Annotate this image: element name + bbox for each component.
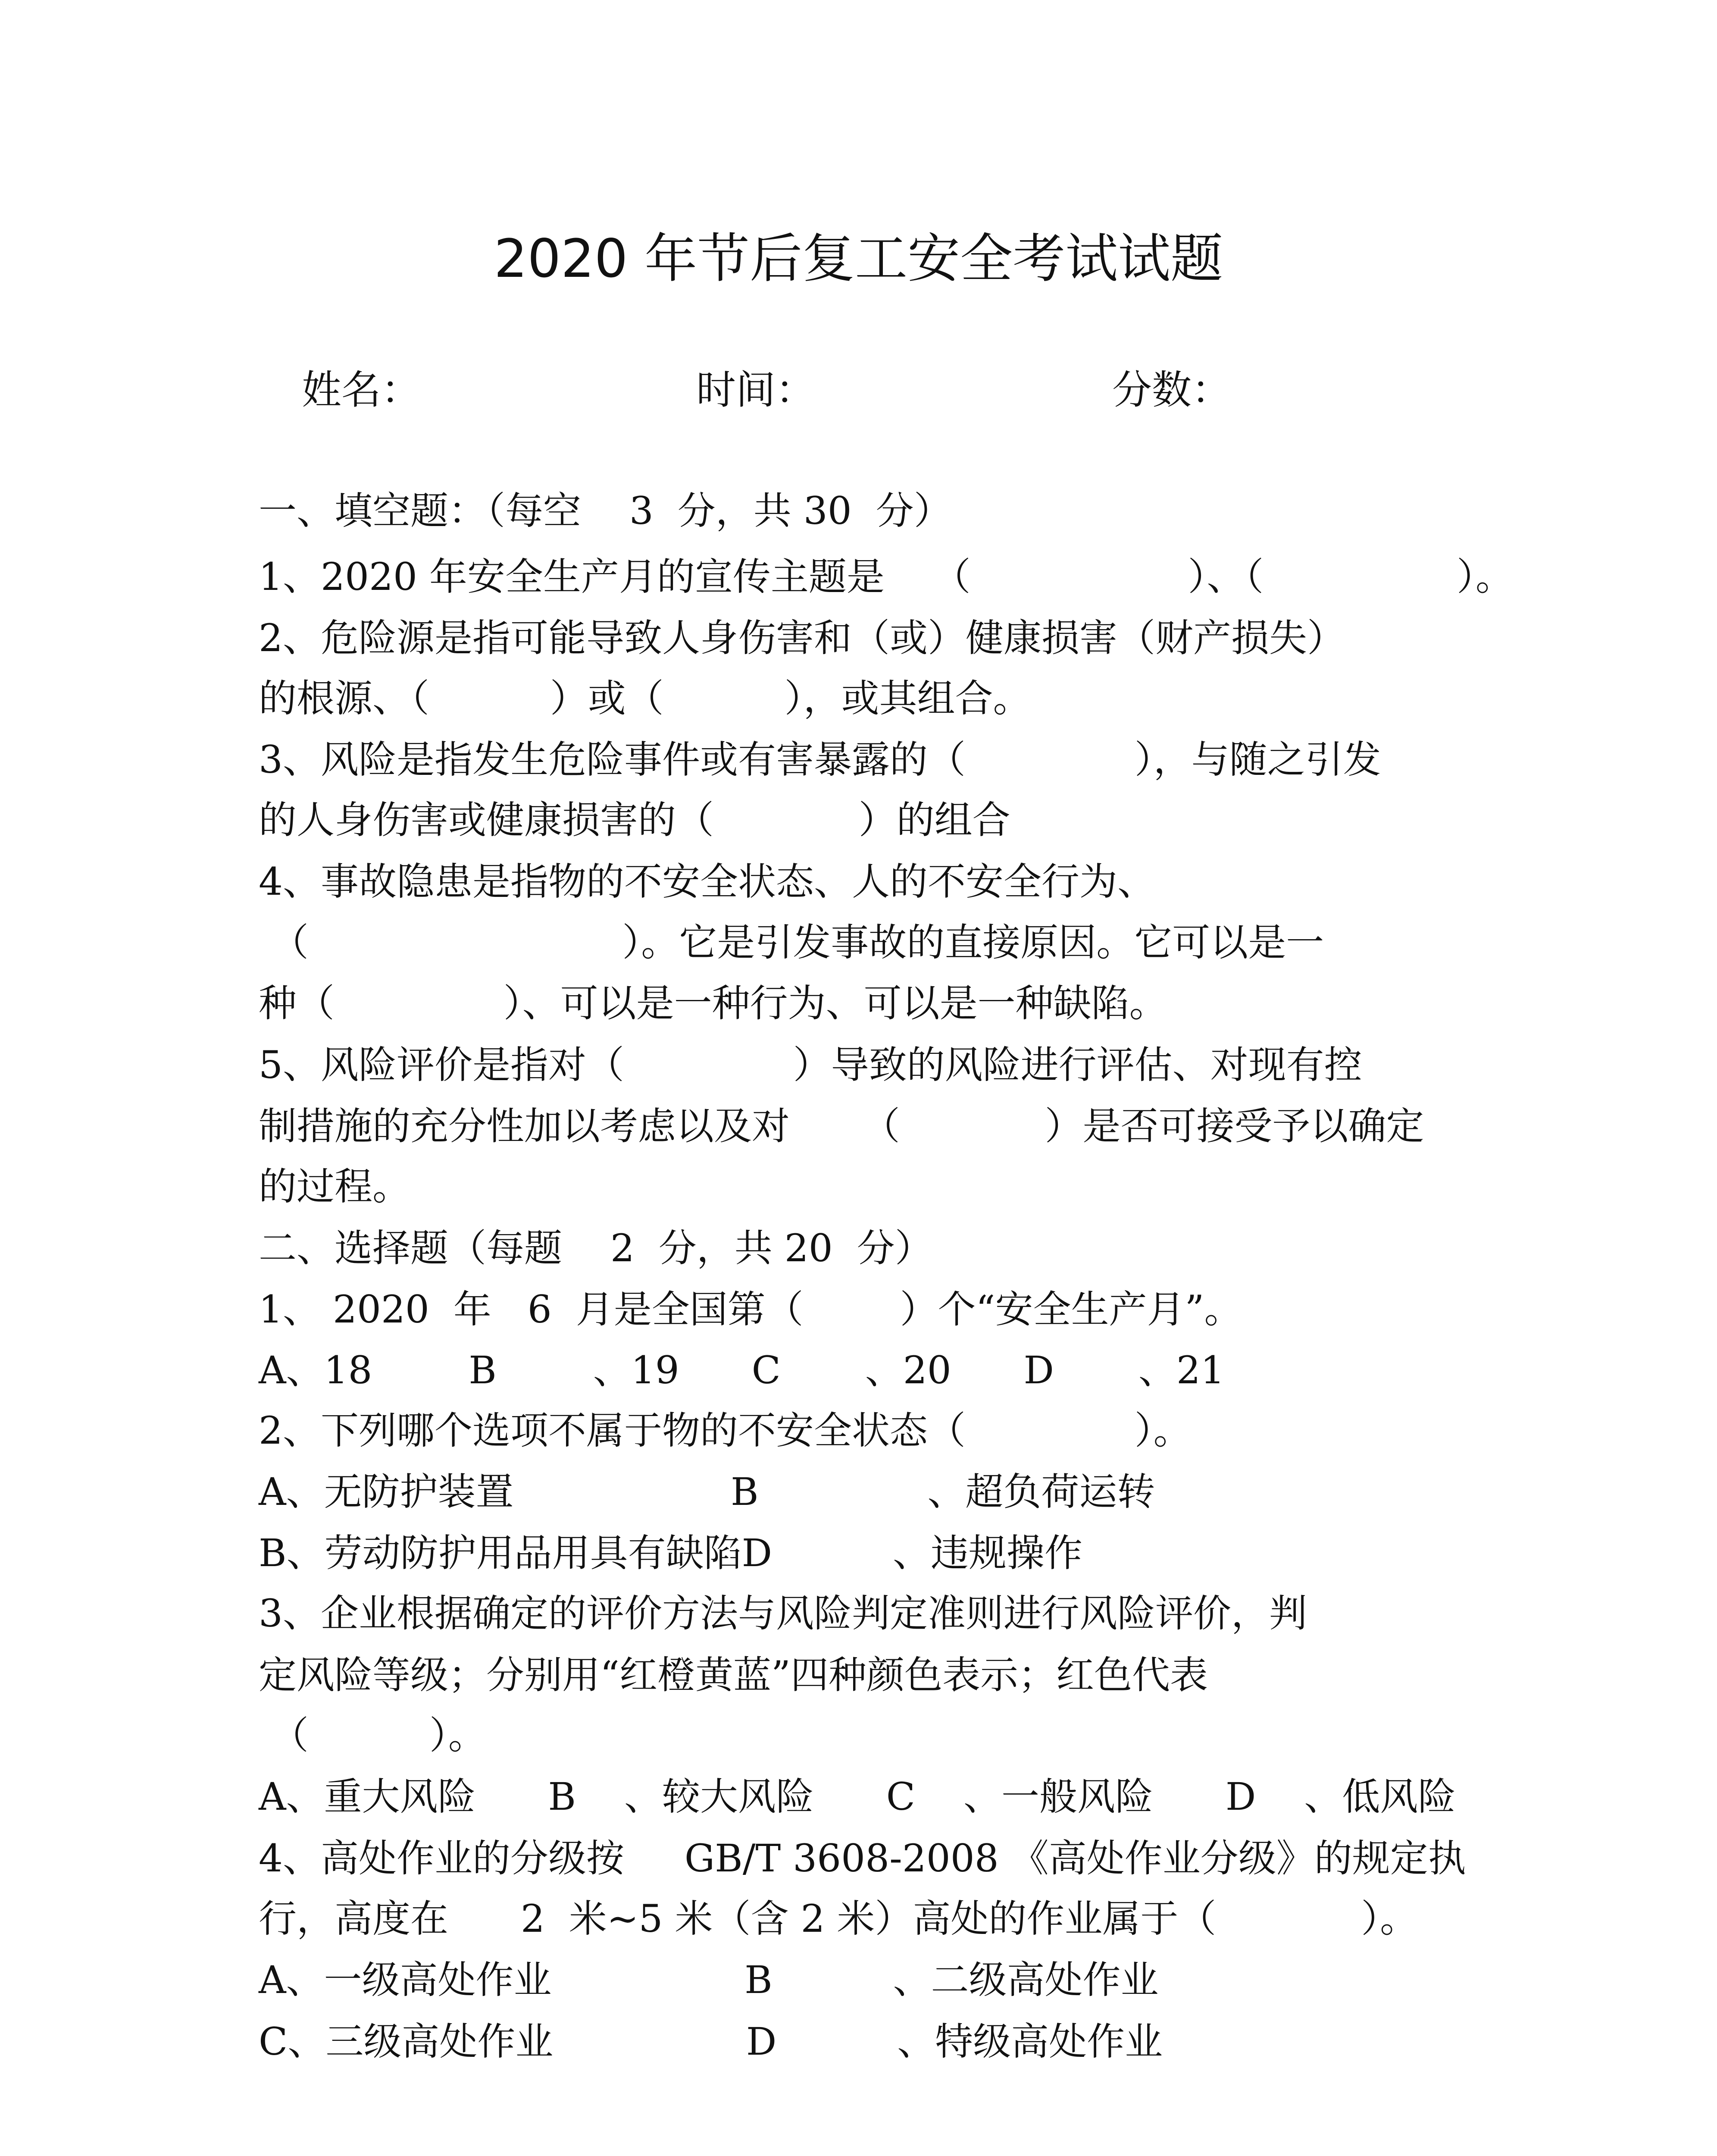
fill-question-2-line-1: 2、危险源是指可能导致人身伤害和（或）健康损害（财产损失） [259,616,1345,660]
choice-question-3-line-3: （ ）。 [259,1713,486,1758]
fill-question-5-line-2: 制措施的充分性加以考虑以及对 （ ）是否可接受予以确定 [259,1104,1424,1148]
score-label: 分数： [1112,367,1232,413]
choice-question-1-options: A、18 B 、19 C 、20 D 、21 [259,1348,1225,1392]
choice-question-4-options-c: C、三级高处作业 D 、特级高处作业 [259,2019,1163,2064]
fill-question-5-line-3: 的过程。 [259,1164,411,1209]
section-fill-blank-heading: 一、填空题：（每空 3 分，共 30 分） [259,489,952,533]
choice-question-1: 1、 2020 年 6 月是全国第（ ）个“安全生产月”。 [259,1287,1242,1332]
page-title: 2020 年节后复工安全考试试题 [494,228,1223,289]
choice-question-4-options-a: A、一级高处作业 B 、二级高处作业 [259,1958,1159,2002]
choice-question-2-options-b: B、劳动防护用品用具有缺陷D 、违规操作 [259,1531,1082,1575]
choice-question-3-line-2: 定风险等级；分别用“红橙黄蓝”四种颜色表示；红色代表 [259,1653,1208,1697]
name-label: 姓名： [302,367,421,413]
fill-question-4-line-1: 4、事故隐患是指物的不安全状态、人的不安全行为、 [259,859,1155,904]
choice-question-4-line-2: 行，高度在 2 米~5 米（含 2 米）高处的作业属于（ ）。 [259,1896,1418,1941]
choice-question-2-options-a: A、无防护装置 B 、超负荷运转 [259,1470,1155,1514]
fill-question-3-line-2: 的人身伤害或健康损害的（ ）的组合 [259,798,1010,842]
choice-question-4-line-1: 4、高处作业的分级按 GB/T 3608-2008 《高处作业分级》的规定执 [259,1836,1466,1880]
fill-question-4-line-3: 种（ ）、可以是一种行为、可以是一种缺陷。 [259,981,1167,1025]
choice-question-3-options: A、重大风险 B 、较大风险 C 、一般风险 D 、低风险 [259,1774,1456,1819]
fill-question-3-line-1: 3、风险是指发生危险事件或有害暴露的（ ），与随之引发 [259,737,1381,782]
choice-question-2: 2、下列哪个选项不属于物的不安全状态（ ）。 [259,1408,1192,1453]
fill-question-4-line-2: （ ）。它是引发事故的直接原因。它可以是一 [259,920,1324,965]
fill-question-5-line-1: 5、风险评价是指对（ ）导致的风险进行评估、对现有控 [259,1043,1362,1087]
time-label: 时间： [696,367,816,413]
section-choice-heading: 二、选择题（每题 2 分，共 20 分） [259,1226,933,1270]
fill-question-2-line-2: 的根源、（ ）或（ ），或其组合。 [259,676,1031,721]
fill-question-1: 1、2020 年安全生产月的宣传主题是 （ ）、（ ）。 [259,555,1514,599]
choice-question-3-line-1: 3、企业根据确定的评价方法与风险判定准则进行风险评价，判 [259,1591,1307,1636]
